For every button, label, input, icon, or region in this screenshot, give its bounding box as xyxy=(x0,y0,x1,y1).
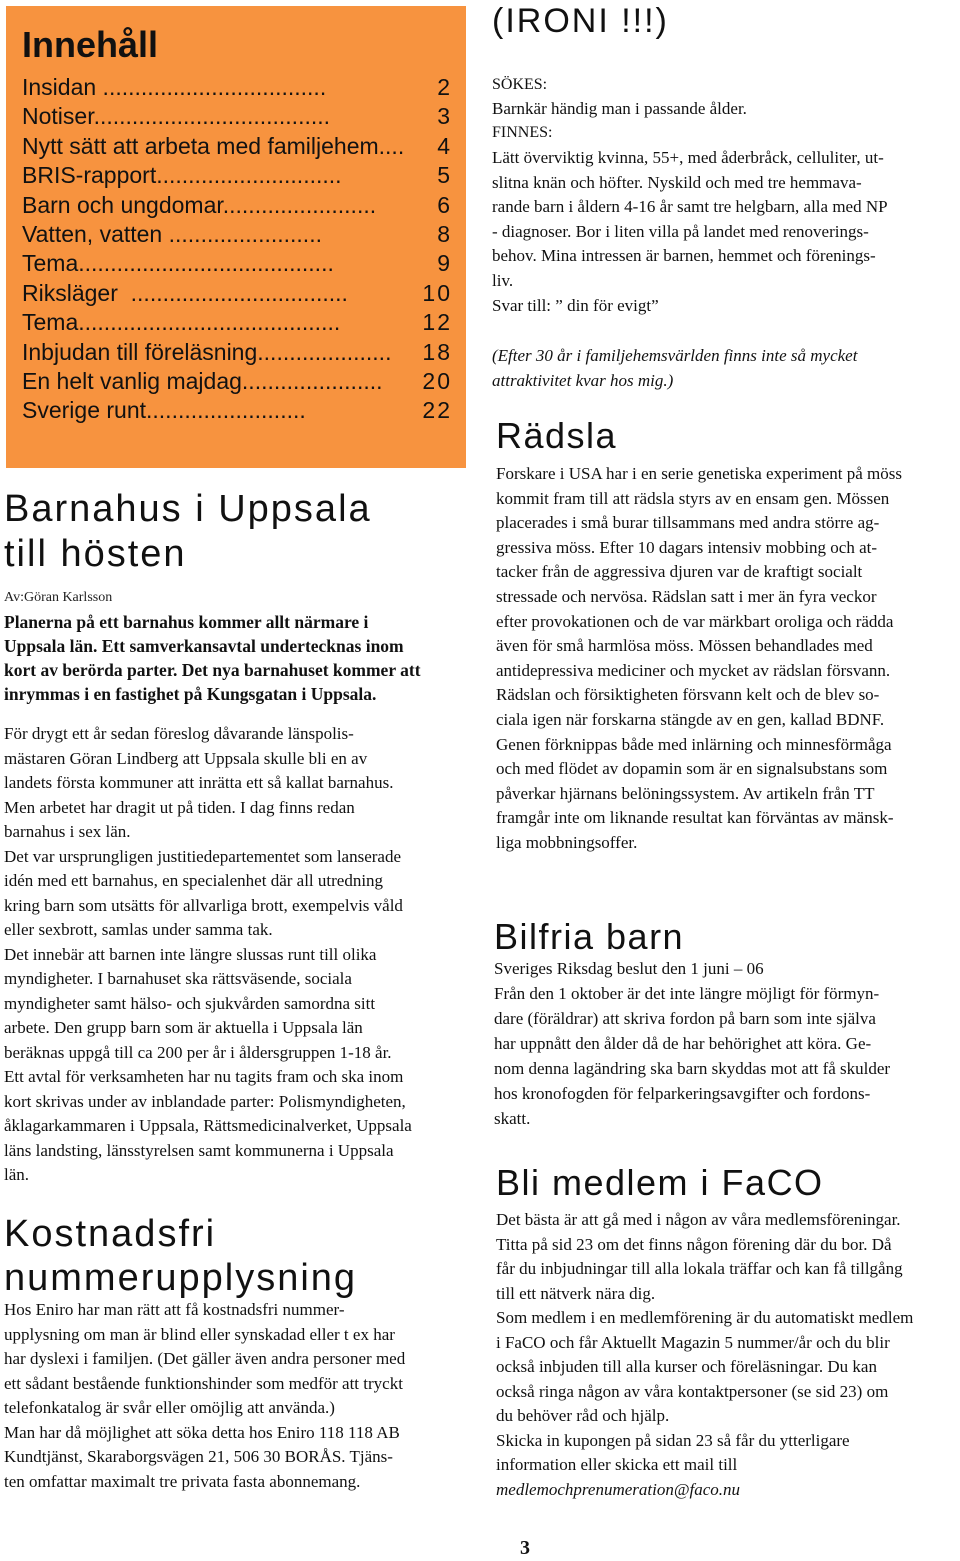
lead-line: kort av berörda parter. Det nya barnahuset kommer att xyxy=(4,660,421,680)
text-line: myndigheter. I barnahuset ska rättsväsende, sociala xyxy=(4,969,352,988)
toc-item-page: 20 xyxy=(422,368,452,394)
kostnadsfri-body xyxy=(4,1298,470,1494)
text-line: Man har då möjlighet att söka detta hos Eniro 118 118 AB xyxy=(4,1422,400,1442)
toc-item-page: 5 xyxy=(437,162,452,189)
toc-item-page: 2 xyxy=(437,74,452,100)
text-line: Forskare i USA har i en serie genetiska experiment på möss xyxy=(496,464,903,483)
lead-line: Uppsala län. Ett samverkansavtal undertecknas inom xyxy=(4,636,404,656)
text-line: och med flödet av dopamin som är en signalsubstans som xyxy=(496,759,888,779)
text-line: skatt. xyxy=(494,1109,531,1128)
radsla-title: Rädsla xyxy=(496,415,618,456)
sokes-label: SÖKES: xyxy=(492,76,548,93)
text-line: kort skrivas under av inblandade parter: Polismyndigheten, xyxy=(4,1091,406,1111)
text-line: framgår inte om liknande resultat kan förväntas av mänsk- xyxy=(496,808,894,828)
toc-item-page: 18 xyxy=(422,338,452,365)
text-line: gressiva möss. Efter 10 dagars intensiv mobbing och at- xyxy=(496,537,878,557)
sokes-text: Barnkär händig man i passande ålder. xyxy=(492,99,747,118)
toc-item-label: Barn och ungdomar........................ xyxy=(22,191,377,218)
finnes-text xyxy=(492,146,952,293)
text-line: stressade och nervösa. Rädslan satt i mer än fyra veckor xyxy=(496,586,877,606)
bilfria-body xyxy=(494,956,958,1131)
text-line: dare (föräldrar) att skriva fordon på barn som inte själva xyxy=(494,1009,876,1028)
text-line: antidepressiva mediciner och mycket av rädslan försvann. xyxy=(496,660,891,680)
text-line: liv. xyxy=(492,270,514,290)
text-line: Men arbetet har dragit ut på tiden. I dag finns redan xyxy=(4,797,355,817)
toc-item-page: 22 xyxy=(422,397,452,424)
text-line: Kundtjänst, Skaraborgsvägen 21, 506 30 BORÅS. Tjäns- xyxy=(4,1447,393,1466)
toc-item-label: Insidan ................................... xyxy=(22,74,327,100)
toc-item-page: 8 xyxy=(437,221,452,247)
text-line: Sveriges Riksdag beslut den 1 juni – 06 xyxy=(494,959,764,978)
barnahus-lead xyxy=(4,610,474,706)
toc-item-page: 9 xyxy=(437,250,452,277)
text-line: rande barn i åldern 4-16 år samt tre helgbarn, alla med NP xyxy=(492,197,888,216)
toc-item[interactable] xyxy=(22,395,452,425)
toc-item-label: Tema........................................ xyxy=(22,250,334,277)
text-line: Hos Eniro har man rätt att få kostnadsfri nummer- xyxy=(4,1300,345,1319)
toc-item-page: 6 xyxy=(437,191,452,218)
text-line: Titta på sid 23 om det finns någon förening där du bor. Då xyxy=(496,1234,892,1254)
text-line: kommit fram till att rädsla styrs av en ensam gen. Mössen xyxy=(496,488,890,508)
text-line: myndigheter samt hälso- och sjukvården samordna sitt xyxy=(4,993,376,1013)
toc-title: Innehåll xyxy=(22,24,159,65)
toc-item[interactable] xyxy=(22,160,452,190)
toc-item[interactable] xyxy=(22,219,452,249)
toc-item[interactable] xyxy=(22,131,452,161)
text-line: läns landsting, länsstyrelsen samt kommunerna i Uppsala xyxy=(4,1140,394,1160)
toc-item[interactable] xyxy=(22,278,452,308)
lead-line: inrymmas i en fastighet på Kungsgatan i Uppsala. xyxy=(4,684,377,704)
barnahus-title-line2: till hösten xyxy=(4,533,187,575)
toc-item[interactable] xyxy=(22,307,452,337)
toc-item-label: Inbjudan till föreläsning..................... xyxy=(22,338,392,365)
text-line: ciala igen när forskarna stängde av en gen, kallad BDNF. xyxy=(496,709,885,729)
kostnadsfri-title-line1: Kostnadsfri xyxy=(4,1213,217,1255)
toc-item[interactable] xyxy=(22,366,452,396)
text-line: mästaren Göran Lindberg att Uppsala skulle bli en av xyxy=(4,748,368,768)
toc-item-label: Sverige runt......................... xyxy=(22,397,313,424)
text-line: Ett avtal för verksamheten har nu tagits fram och ska inom xyxy=(4,1067,404,1086)
medlem-title: Bli medlem i FaCO xyxy=(496,1162,824,1203)
barnahus-body xyxy=(4,722,470,1188)
text-line: placerades i små burar tillsammans med andra större ag- xyxy=(496,513,880,533)
text-line: landets första kommuner att inrätta ett så kallat barnahus. xyxy=(4,773,394,792)
toc-item[interactable] xyxy=(22,72,452,102)
toc-item-label: Vatten, vatten ........................ xyxy=(22,221,322,247)
text-line: Lätt överviktig kvinna, 55+, med åderbråck, celluliter, ut- xyxy=(492,148,884,167)
toc-item-page: 10 xyxy=(422,279,452,306)
text-line: upplysning om man är blind eller synskadad eller t ex har xyxy=(4,1324,395,1344)
text-line: beräknas uppgå till ca 200 per år i åldersgruppen 1-18 år. xyxy=(4,1042,392,1062)
text-line: liga mobbningsoffer. xyxy=(496,832,638,852)
barnahus-byline: Av:Göran Karlsson xyxy=(4,590,113,605)
text-line: län. xyxy=(4,1165,30,1184)
page-number: 3 xyxy=(520,1537,530,1559)
text-line: barnahus i sex län. xyxy=(4,822,131,841)
text-line: i FaCO och får Aktuellt Magazin 5 nummer/år och du blir xyxy=(496,1332,890,1352)
finnes-label: FINNES: xyxy=(492,124,553,141)
barnahus-title-line1: Barnahus i Uppsala xyxy=(4,488,372,530)
text-line: behov. Mina intressen är barnen, hemmet och förenings- xyxy=(492,246,876,265)
text-line: till ett nätverk nära dig. xyxy=(496,1283,656,1303)
toc-item[interactable] xyxy=(22,248,452,278)
text-line: telefonkatalog är svår eller omöjlig att använda.) xyxy=(4,1398,335,1417)
toc-item-label: Tema......................................... xyxy=(22,309,341,336)
text-line: kring barn som utsätts för allvarliga brott, exempelvis våld xyxy=(4,895,403,915)
text-line: eller sexbrott, samlas under samma tak. xyxy=(4,920,273,939)
toc-item-label: Riksläger .................................. xyxy=(22,279,348,306)
text-line: - diagnoser. Bor i liten villa på landet med renoverings- xyxy=(492,221,869,241)
text-line: påverkar hjärnans belöningssystem. Av artikeln från TT xyxy=(496,783,875,803)
text-line: åklagarkammaren i Uppsala, Rättsmedicinalverket, Uppsala xyxy=(4,1116,412,1135)
text-line: får du inbjudningar till alla lokala träffar och kan få tillgång xyxy=(496,1259,903,1278)
medlem-email[interactable]: medlemochprenumeration@faco.nu xyxy=(496,1480,740,1499)
text-line: Skicka in kupongen på sidan 23 så får du ytterligare xyxy=(496,1430,850,1450)
toc-item-label: En helt vanlig majdag...................... xyxy=(22,368,383,394)
toc-item-label: BRIS-rapport............................. xyxy=(22,162,342,189)
text-line: ten omfattar maximalt tre privata fasta abonnemang. xyxy=(4,1471,361,1491)
text-line: nom denna lagändring ska barn skyddas mot att få skulder xyxy=(494,1059,891,1078)
table-of-contents xyxy=(6,6,466,468)
kostnadsfri-title-line2: nummerupplysning xyxy=(4,1257,358,1299)
toc-item[interactable] xyxy=(22,101,452,131)
text-line: slitna knän och höfter. Nyskild och med tre hemmava- xyxy=(492,172,862,192)
note-line: (Efter 30 år i familjehemsvärlden finns inte så mycket xyxy=(492,346,858,365)
toc-item-page: 3 xyxy=(437,103,452,130)
text-line: information eller skicka ett mail till xyxy=(496,1455,738,1474)
bilfria-title: Bilfria barn xyxy=(494,916,685,957)
text-line: Det bästa är att gå med i någon av våra medlemsföreningar. xyxy=(496,1210,901,1229)
text-line: även för små harmlösa möss. Mössen behandlades med xyxy=(496,636,873,656)
text-line: För drygt ett år sedan föreslog dåvarande länspolis- xyxy=(4,724,354,743)
text-line: Som medlem i en medlemförening är du automatiskt medlem xyxy=(496,1308,914,1327)
ironi-title: (IRONI !!!) xyxy=(492,2,669,40)
text-line: också ringa någon av våra kontaktpersoner (se sid 23) om xyxy=(496,1381,889,1401)
toc-item-label: Nytt sätt att arbeta med familjehem.... xyxy=(22,132,405,159)
text-line: du behöver råd och hjälp. xyxy=(496,1406,670,1425)
toc-item[interactable] xyxy=(22,337,452,367)
text-line: Det var ursprungligen justitiedepartementet som lanserade xyxy=(4,846,402,866)
toc-item[interactable] xyxy=(22,190,452,220)
text-line: har uppnått den ålder då de har behörighet att köra. Ge- xyxy=(494,1034,872,1053)
note-line: attraktivitet kvar hos mig.) xyxy=(492,370,674,390)
lead-line: Planerna på ett barnahus kommer allt närmare i xyxy=(4,612,369,632)
text-line: efter provokationen och de var märkbart oroliga och rädda xyxy=(496,611,894,631)
ironi-note xyxy=(492,344,952,393)
text-line: Rädslan och försiktigheten försvann kelt och de blev so- xyxy=(496,685,880,705)
toc-item-page: 4 xyxy=(437,132,452,159)
text-line: Genen förknippas både med inlärning och minnesförmåga xyxy=(496,734,892,754)
text-line: hos kronofogden för felparkeringsavgifter och fordons- xyxy=(494,1084,871,1103)
radsla-body xyxy=(496,462,956,856)
text-line: också inbjuden till alla kurser och föreläsningar. Du kan xyxy=(496,1357,877,1376)
text-line: ett sådant bestående funktionshinder som medför att tryckt xyxy=(4,1373,403,1393)
text-line: Det innebär att barnen inte längre slussas runt till olika xyxy=(4,944,377,964)
text-line: idén med ett barnahus, en specialenhet där all utredning xyxy=(4,871,384,890)
text-line: Från den 1 oktober är det inte längre möjligt för förmyn- xyxy=(494,984,880,1003)
text-line: arbete. Den grupp barn som är aktuella i Uppsala län xyxy=(4,1018,363,1037)
toc-item-label: Notiser..................................... xyxy=(22,103,331,130)
medlem-body xyxy=(496,1208,958,1478)
toc-item-page: 12 xyxy=(422,309,452,336)
text-line: tacker från de aggressiva djuren var de kraftigt socialt xyxy=(496,562,863,582)
svar-text: Svar till: ” din för evigt” xyxy=(492,296,659,315)
text-line: har dyslexi i familjen. (Det gäller även andra personer med xyxy=(4,1349,406,1368)
